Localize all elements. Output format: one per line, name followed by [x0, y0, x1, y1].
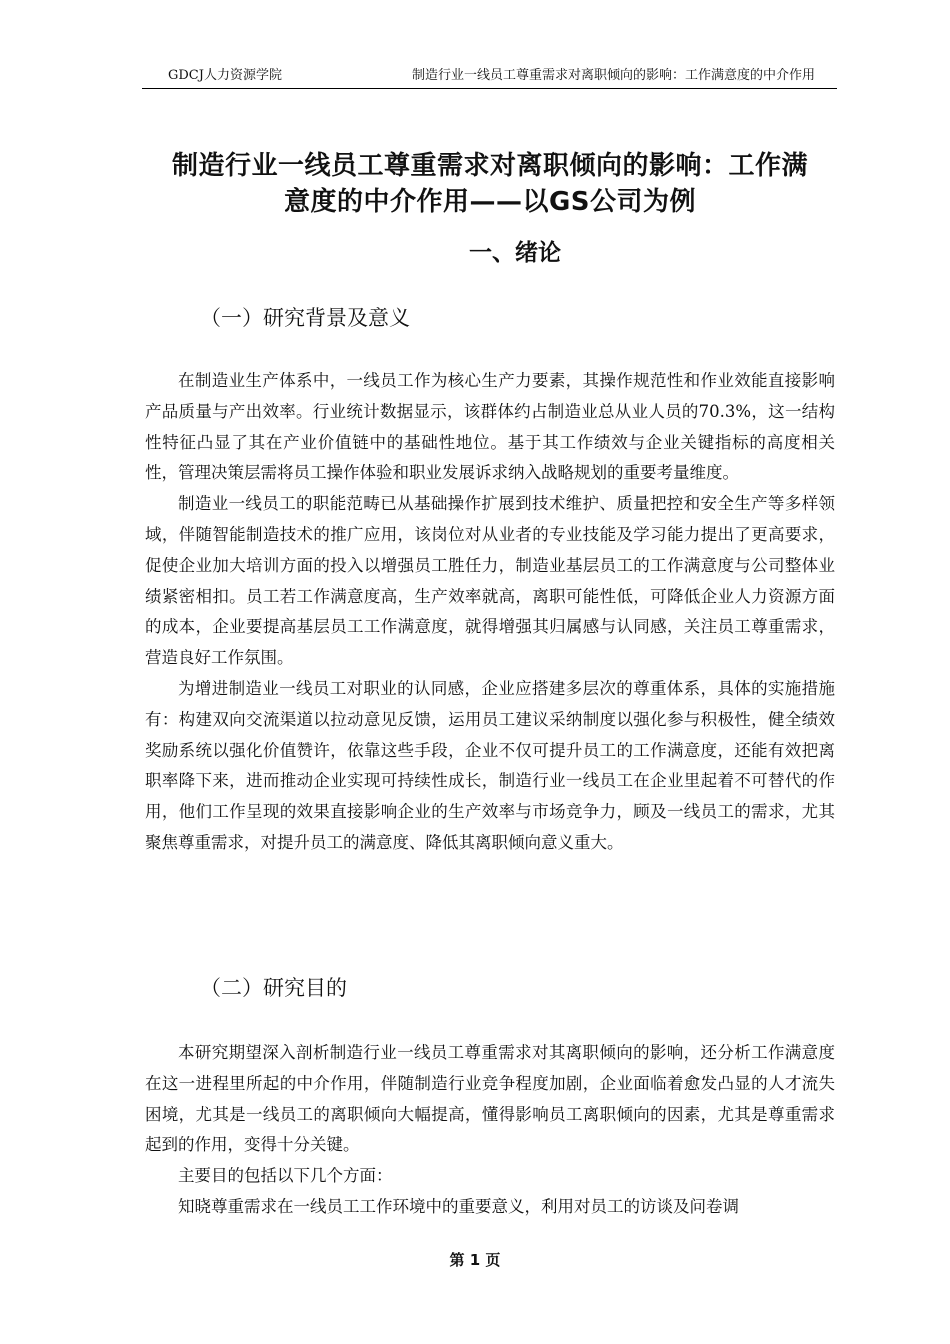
paragraph: 知晓尊重需求在一线员工工作环境中的重要意义，利用对员工的访谈及问卷调 [178, 1196, 739, 1216]
paper-title-line-1: 制造行业一线员工尊重需求对离职倾向的影响：工作满 [171, 151, 808, 181]
section-heading-purpose: （二）研究目的 [200, 976, 347, 1000]
page-number: 第 1 页 [449, 1251, 501, 1269]
paragraph: 主要目的包括以下几个方面： [178, 1166, 393, 1186]
paper-title [130, 148, 850, 220]
paragraph: 本研究期望深入剖析制造行业一线员工尊重需求对其离职倾向的影响，还分析工作满意度在这一进程里所起的中介作用，伴随制造行业竞争程度加剧，企业面临着愈发凸显的人才流失困境，尤其是一线员工的离职倾向大幅提高，懂得影响员工离职倾向的因素，尤其是尊重需求起到的作用，变得十分关键。 [145, 1043, 835, 1155]
paragraph: 制造业一线员工的职能范畴已从基础操作扩展到技术维护、质量把控和安全生产等多样领域，伴随智能制造技术的推广应用，该岗位对从业者的专业技能及学习能力提出了更高要求，促使企业加大培训方面的投入以增强员工胜任力，制造业基层员工的工作满意度与公司整体业绩紧密相扣。员工若工作满意度高，生产效率就高，离职可能性低，可降低企业人力资源方面的成本，企业要提高基层员工工作满意度，就得增强其归属感与认同感，关注员工尊重需求，营造良好工作氛围。 [145, 494, 835, 668]
section-body-purpose [145, 1038, 835, 1223]
header-institution: GDCJ人力资源学院 [168, 68, 282, 83]
paper-title-line-2: 意度的中介作用——以GS公司为例 [283, 187, 697, 217]
paragraph: 为增进制造业一线员工对职业的认同感，企业应搭建多层次的尊重体系，具体的实施措施有：构建双向交流渠道以拉动意见反馈，运用员工建议采纳制度以强化参与积极性，健全绩效奖励系统以强化价值赞许，依靠这些手段，企业不仅可提升员工的工作满意度，还能有效把离职率降下来，进而推动企业实现可持续性成长，制造行业一线员工在企业里起着不可替代的作用，他们工作呈现的效果直接影响企业的生产效率与市场竞争力，顾及一线员工的需求，尤其聚焦尊重需求，对提升员工的满意度、降低其离职倾向意义重大。 [145, 678, 835, 852]
chapter-heading: 一、绪论 [469, 240, 561, 266]
section-heading-background: （一）研究背景及意义 [200, 306, 410, 330]
running-header [142, 66, 837, 89]
section-body-background [145, 366, 835, 859]
paragraph: 在制造业生产体系中，一线员工作为核心生产力要素，其操作规范性和作业效能直接影响产品质量与产出效率。行业统计数据显示，该群体约占制造业总从业人员的70.3%，这一结构性特征凸显了其在产业价值链中的基础性地位。基于其工作绩效与企业关键指标的高度相关性，管理决策层需将员工操作体验和职业发展诉求纳入战略规划的重要考量维度。 [145, 371, 835, 483]
header-short-title: 制造行业一线员工尊重需求对离职倾向的影响：工作满意度的中介作用 [411, 68, 815, 83]
